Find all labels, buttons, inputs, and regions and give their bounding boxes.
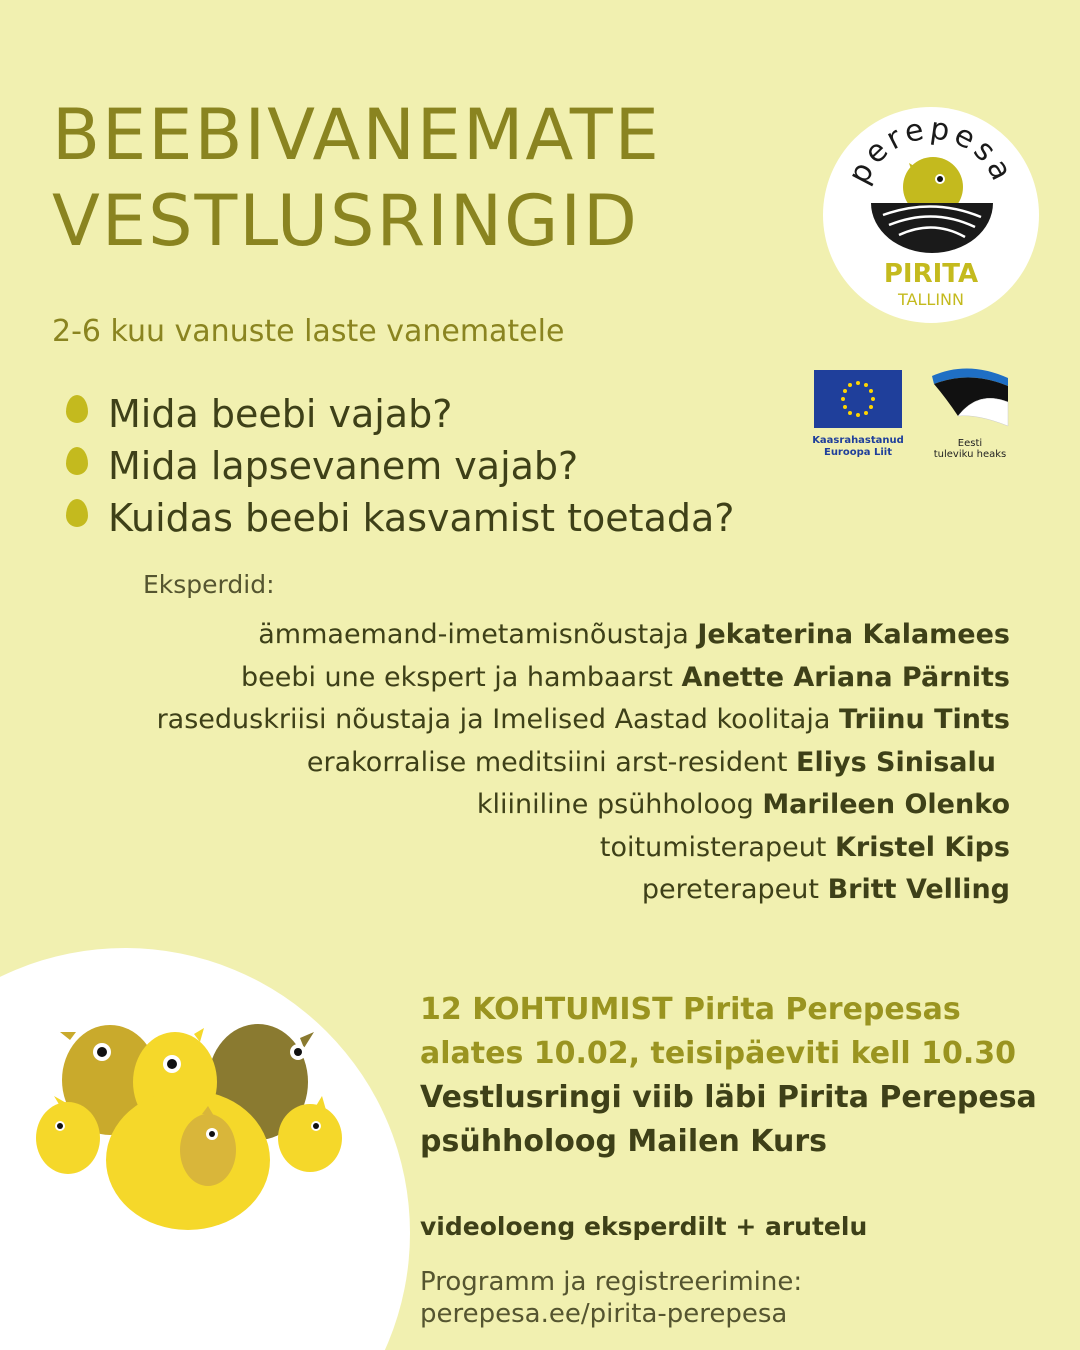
event-count: 12 KOHTUMIST Pirita Perepesas bbox=[420, 992, 961, 1027]
chicks-icon bbox=[30, 1010, 350, 1230]
egg-bullet-icon bbox=[66, 447, 88, 475]
ee-caption-line-2: tuleviku heaks bbox=[933, 449, 1007, 460]
expert-role: toitumisterapeut bbox=[599, 831, 835, 863]
svg-text:perepesa: perepesa bbox=[841, 111, 1021, 190]
expert-row bbox=[157, 784, 1010, 827]
question-text: Kuidas beebi kasvamist toetada? bbox=[108, 496, 735, 540]
svg-text:PIRITA: PIRITA bbox=[883, 259, 979, 289]
expert-role: kliiniline psühholoog bbox=[476, 789, 763, 820]
registration-label: Programm ja registreerimine: bbox=[420, 1267, 803, 1297]
estonia-flag-icon bbox=[928, 364, 1012, 438]
experts-label: Eksperdid: bbox=[143, 570, 275, 599]
question-list bbox=[66, 388, 734, 544]
expert-role: pereterapeut bbox=[641, 874, 828, 905]
registration-link[interactable]: perepesa.ee/pirita-perepesa bbox=[420, 1299, 788, 1329]
expert-role: ämmaemand-imetamisnõustaja bbox=[258, 619, 698, 650]
title-line-1: BEEBIVANEMATE bbox=[52, 94, 661, 176]
event-info bbox=[420, 988, 1037, 1164]
registration-info bbox=[420, 1266, 802, 1330]
event-host-name: psühholoog Mailen Kurs bbox=[420, 1124, 827, 1159]
expert-row bbox=[157, 827, 1010, 870]
event-schedule: alates 10.02, teisipäeviti kell 10.30 bbox=[420, 1036, 1016, 1071]
svg-text:TALLINN: TALLINN bbox=[898, 290, 964, 309]
perepesa-logo bbox=[823, 107, 1039, 323]
expert-name: Marileen Olenko bbox=[762, 789, 1010, 820]
experts-list bbox=[157, 614, 1010, 912]
expert-name: Britt Velling bbox=[827, 874, 1010, 905]
format-text: videoloeng eksperdilt + arutelu bbox=[420, 1212, 868, 1241]
expert-row bbox=[157, 742, 1010, 785]
egg-bullet-icon bbox=[66, 395, 88, 423]
egg-bullet-icon bbox=[66, 499, 88, 527]
eu-logo-caption bbox=[806, 435, 910, 459]
bird-nest-icon bbox=[823, 107, 1039, 323]
expert-name: Triinu Tints bbox=[839, 704, 1010, 735]
expert-row bbox=[157, 699, 1010, 742]
question-text: Mida beebi vajab? bbox=[108, 392, 453, 436]
expert-name: Kristel Kips bbox=[834, 831, 1010, 863]
bird-family-illustration bbox=[30, 1010, 350, 1234]
expert-name: Jekaterina Kalamees bbox=[697, 619, 1010, 650]
estonia-logo-caption bbox=[928, 438, 1012, 460]
page-title bbox=[52, 92, 661, 264]
ee-caption-line-1: Eesti bbox=[957, 438, 983, 449]
subtitle: 2-6 kuu vanuste laste vanematele bbox=[52, 314, 565, 349]
expert-row bbox=[157, 614, 1010, 657]
eu-caption-line-2: Euroopa Liit bbox=[823, 447, 893, 458]
expert-role: beebi une ekspert ja hambaarst bbox=[240, 661, 682, 693]
expert-role: erakorralise meditsiini arst-resident bbox=[306, 746, 797, 778]
eu-flag-icon bbox=[814, 370, 902, 428]
event-host-line: Vestlusringi viib läbi Pirita Perepesa bbox=[420, 1080, 1037, 1115]
list-item bbox=[66, 440, 734, 492]
expert-name: Eliys Sinisalu bbox=[796, 746, 996, 778]
title-line-2: VESTLUSRINGID bbox=[52, 180, 639, 262]
expert-role: raseduskriisi nõustaja ja Imelised Aastad koolitaja bbox=[156, 704, 839, 735]
list-item bbox=[66, 388, 734, 440]
expert-name: Anette Ariana Pärnits bbox=[681, 661, 1010, 693]
expert-row bbox=[157, 657, 1010, 700]
list-item bbox=[66, 492, 734, 544]
eu-caption-line-1: Kaasrahastanud bbox=[812, 435, 904, 446]
expert-row bbox=[157, 869, 1010, 912]
question-text: Mida lapsevanem vajab? bbox=[108, 444, 579, 488]
